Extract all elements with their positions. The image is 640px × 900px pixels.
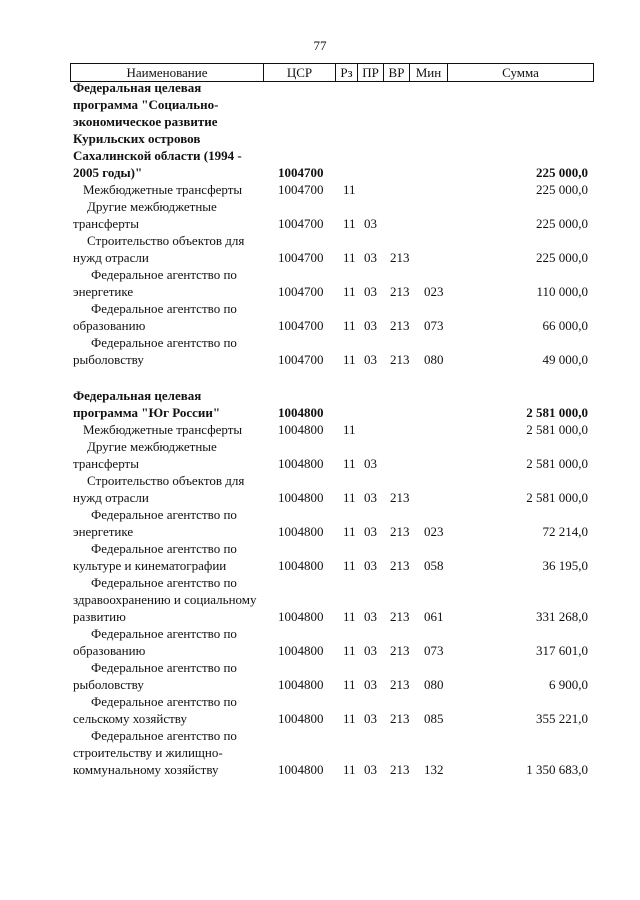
row-sum: 72 214,0 (542, 524, 588, 539)
row-rz: 11 (343, 250, 356, 265)
row-sum: 2 581 000,0 (526, 405, 588, 420)
table-body (0, 80, 640, 778)
row-pr: 03 (364, 456, 377, 471)
row-csr: 1004800 (278, 456, 324, 471)
table-row (0, 300, 640, 334)
header-name: Наименование (126, 65, 208, 80)
row-name: Федеральное агентство по здравоохранению и социальному развитию (73, 575, 257, 624)
row-pr: 03 (364, 677, 377, 692)
row-pr: 03 (364, 216, 377, 231)
row-sum: 49 000,0 (542, 352, 588, 367)
table-row (0, 421, 640, 438)
row-name: Межбюджетные трансферты (83, 422, 243, 437)
header-pr: ПР (357, 64, 383, 81)
table-row (0, 80, 640, 181)
row-rz: 11 (343, 216, 356, 231)
row-rz: 11 (343, 352, 356, 367)
row-csr: 1004800 (278, 422, 324, 437)
table-row (0, 625, 640, 659)
row-name: Другие межбюджетные трансферты (73, 439, 217, 471)
header-csr: ЦСР (263, 64, 335, 81)
table-row (0, 387, 640, 421)
row-sum: 317 601,0 (536, 643, 588, 658)
row-rz: 11 (343, 711, 356, 726)
table-row (0, 198, 640, 232)
row-pr: 03 (364, 643, 377, 658)
row-vr: 213 (390, 609, 410, 624)
row-csr: 1004800 (278, 405, 324, 420)
row-csr: 1004800 (278, 677, 324, 692)
table-row (0, 540, 640, 574)
row-name: Федеральное агентство по образованию (73, 626, 237, 658)
row-name: Строительство объектов для нужд отрасли (73, 473, 245, 505)
row-rz: 11 (343, 524, 356, 539)
row-min: 080 (424, 352, 444, 367)
row-sum: 2 581 000,0 (526, 422, 588, 437)
row-vr: 213 (390, 318, 410, 333)
row-csr: 1004800 (278, 711, 324, 726)
row-min: 085 (424, 711, 444, 726)
row-min: 132 (424, 762, 444, 777)
table-row (0, 506, 640, 540)
row-pr: 03 (364, 711, 377, 726)
row-rz: 11 (343, 182, 356, 197)
row-sum: 331 268,0 (536, 609, 588, 624)
header-vr: ВР (383, 64, 409, 81)
row-rz: 11 (343, 677, 356, 692)
row-min: 061 (424, 609, 444, 624)
row-csr: 1004700 (278, 165, 324, 180)
row-pr: 03 (364, 352, 377, 367)
table-row (0, 334, 640, 368)
row-csr: 1004800 (278, 524, 324, 539)
row-sum: 66 000,0 (542, 318, 588, 333)
table-row (0, 574, 640, 625)
row-name: Федеральная целевая программа "Юг России" (73, 388, 221, 420)
row-pr: 03 (364, 558, 377, 573)
row-vr: 213 (390, 490, 410, 505)
row-sum: 6 900,0 (549, 677, 588, 692)
row-rz: 11 (343, 643, 356, 658)
row-name: Федеральное агентство по рыболовству (73, 335, 237, 367)
row-rz: 11 (343, 490, 356, 505)
row-sum: 110 000,0 (536, 284, 588, 299)
header-min: Мин (409, 64, 447, 81)
row-sum: 1 350 683,0 (526, 762, 588, 777)
row-csr: 1004800 (278, 558, 324, 573)
row-name: Федеральное агентство по энергетике (73, 267, 237, 299)
row-name: Федеральное агентство по строительству и жилищно-коммунальному хозяйству (73, 728, 237, 777)
table-row (0, 438, 640, 472)
row-sum: 2 581 000,0 (526, 456, 588, 471)
row-csr: 1004800 (278, 643, 324, 658)
row-min: 023 (424, 524, 444, 539)
row-vr: 213 (390, 677, 410, 692)
row-csr: 1004700 (278, 284, 324, 299)
table-row (0, 693, 640, 727)
row-csr: 1004700 (278, 352, 324, 367)
row-name: Федеральное агентство по культуре и кинематографии (73, 541, 237, 573)
table-row (0, 472, 640, 506)
row-min: 073 (424, 643, 444, 658)
row-pr: 03 (364, 609, 377, 624)
row-sum: 225 000,0 (536, 182, 588, 197)
row-csr: 1004800 (278, 490, 324, 505)
row-sum: 225 000,0 (536, 216, 588, 231)
table-row (0, 659, 640, 693)
row-csr: 1004700 (278, 318, 324, 333)
table-row (0, 181, 640, 198)
row-name: Федеральное агентство по сельскому хозяйству (73, 694, 237, 726)
row-sum: 2 581 000,0 (526, 490, 588, 505)
row-vr: 213 (390, 524, 410, 539)
row-rz: 11 (343, 762, 356, 777)
row-vr: 213 (390, 352, 410, 367)
row-csr: 1004700 (278, 216, 324, 231)
header-sum: Сумма (447, 64, 593, 81)
row-rz: 11 (343, 558, 356, 573)
row-pr: 03 (364, 284, 377, 299)
row-pr: 03 (364, 524, 377, 539)
row-pr: 03 (364, 318, 377, 333)
row-sum: 225 000,0 (536, 250, 588, 265)
header-rz: Рз (335, 64, 357, 81)
row-vr: 213 (390, 643, 410, 658)
row-name: Федеральная целевая программа "Социально-экономическое развитие Курильских островов Сахалинской области (1994 - 2005 годы)" (73, 80, 242, 180)
row-min: 058 (424, 558, 444, 573)
row-min: 080 (424, 677, 444, 692)
row-rz: 11 (343, 422, 356, 437)
row-name: Другие межбюджетные трансферты (73, 199, 217, 231)
row-vr: 213 (390, 250, 410, 265)
row-sum: 225 000,0 (536, 165, 588, 180)
row-name: Федеральное агентство по энергетике (73, 507, 237, 539)
row-rz: 11 (343, 318, 356, 333)
table-row (0, 266, 640, 300)
page-number: 77 (313, 38, 327, 53)
row-pr: 03 (364, 490, 377, 505)
row-vr: 213 (390, 284, 410, 299)
row-min: 073 (424, 318, 444, 333)
row-sum: 36 195,0 (542, 558, 588, 573)
row-csr: 1004800 (278, 762, 324, 777)
row-csr: 1004800 (278, 609, 324, 624)
table-row (0, 232, 640, 266)
row-rz: 11 (343, 284, 356, 299)
row-pr: 03 (364, 250, 377, 265)
row-vr: 213 (390, 558, 410, 573)
row-rz: 11 (343, 609, 356, 624)
row-name: Федеральное агентство по рыболовству (73, 660, 237, 692)
row-csr: 1004700 (278, 250, 324, 265)
row-pr: 03 (364, 762, 377, 777)
row-sum: 355 221,0 (536, 711, 588, 726)
row-vr: 213 (390, 711, 410, 726)
row-name: Межбюджетные трансферты (83, 182, 243, 197)
row-name: Строительство объектов для нужд отрасли (73, 233, 245, 265)
row-rz: 11 (343, 456, 356, 471)
row-min: 023 (424, 284, 444, 299)
row-vr: 213 (390, 762, 410, 777)
row-name: Федеральное агентство по образованию (73, 301, 237, 333)
row-csr: 1004700 (278, 182, 324, 197)
table-row (0, 727, 640, 778)
